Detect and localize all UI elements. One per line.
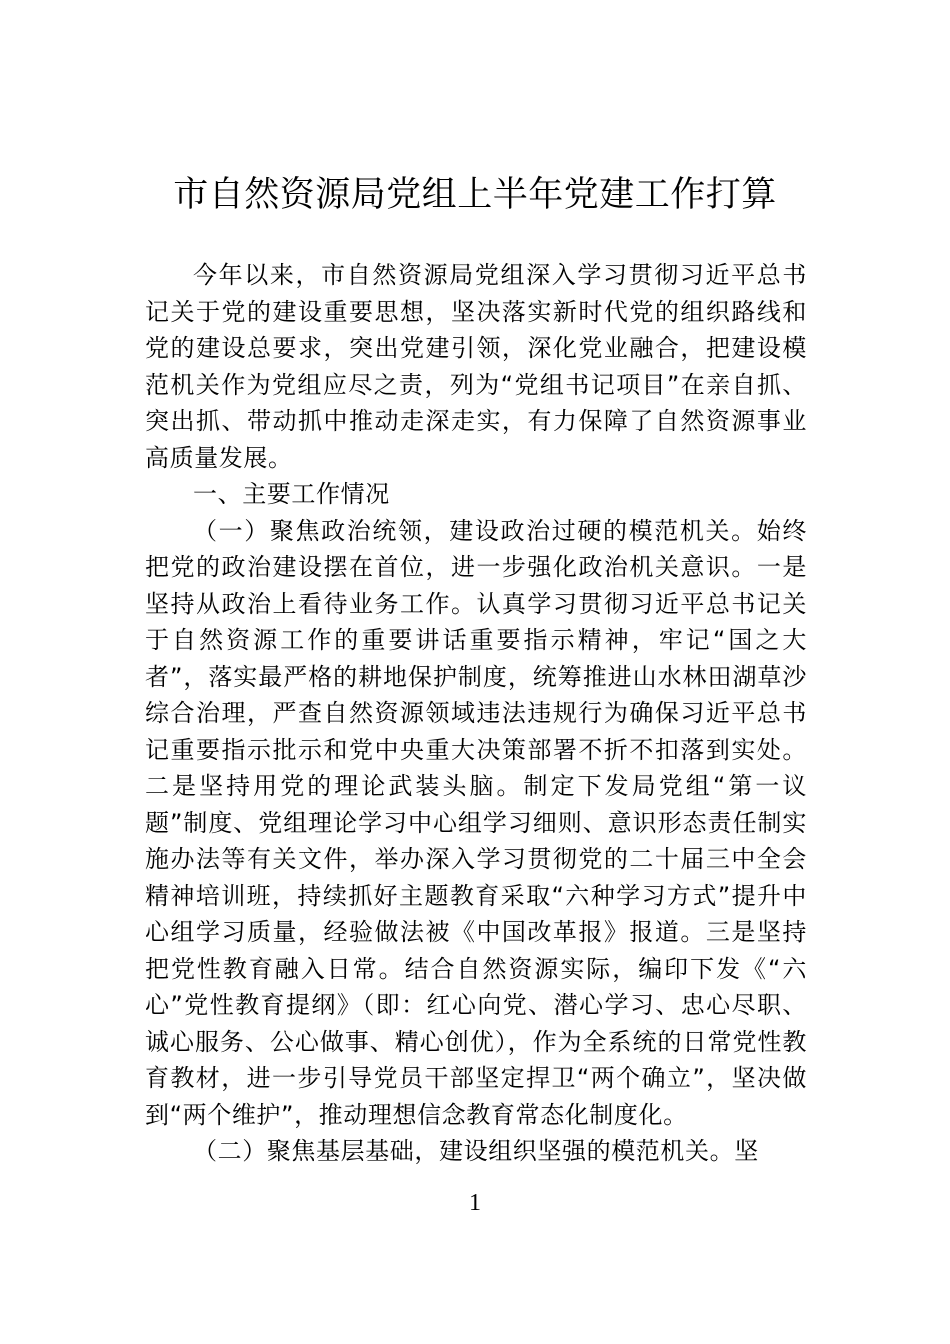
intro-paragraph: 今年以来，市自然资源局党组深入学习贯彻习近平总书记关于党的建设重要思想，坚决落实新时代党的组织路线和党的建设总要求，突出党建引领，深化党业融合，把建设模范机关作为党组应尽之责，列为“党组书记项目”在亲自抓、突出抓、带动抓中推动走深走实，有力保障了自然资源事业高质量发展。 <box>145 261 807 472</box>
section-1-paragraph: （一）聚焦政治统领，建设政治过硬的模范机关。始终把党的政治建设摆在首位，进一步强化政治机关意识。一是坚持从政治上看待业务工作。认真学习贯彻习近平总书记关于自然资源工作的重要讲话重要指示精神，牢记“国之大者”，落实最严格的耕地保护制度，统筹推进山水林田湖草沙综合治理，严查自然资源领域违法违规行为确保习近平总书记重要指示批示和党中央重大决策部署不折不扣落到实处。二是坚持用党的理论武装头脑。制定下发局党组“第一议题”制度、党组理论学习中心组学习细则、意识形态责任制实施办法等有关文件，举办深入学习贯彻党的二十届三中全会精神培训班，持续抓好主题教育采取“六种学习方式”提升中心组学习质量，经验做法被《中国改革报》报道。三是坚持把党性教育融入日常。结合自然资源实际，编印下发《“六心”党性教育提纲》（即：红心向党、潜心学习、忠心尽职、诚心服务、公心做事、精心创优），作为全系统的日常党性教育教材，进一步引导党员干部坚定捍卫“两个确立”，坚决做到“两个维护”，推动理想信念教育常态化制度化。 <box>145 516 807 1129</box>
document-body <box>145 257 807 1170</box>
section-heading: 一、主要工作情况 <box>193 480 390 508</box>
section-2-paragraph: （二）聚焦基层基础，建设组织坚强的模范机关。坚 <box>193 1137 759 1165</box>
document-title: 市自然资源局党组上半年党建工作打算 <box>173 175 777 215</box>
page-number: 1 <box>469 1190 481 1216</box>
